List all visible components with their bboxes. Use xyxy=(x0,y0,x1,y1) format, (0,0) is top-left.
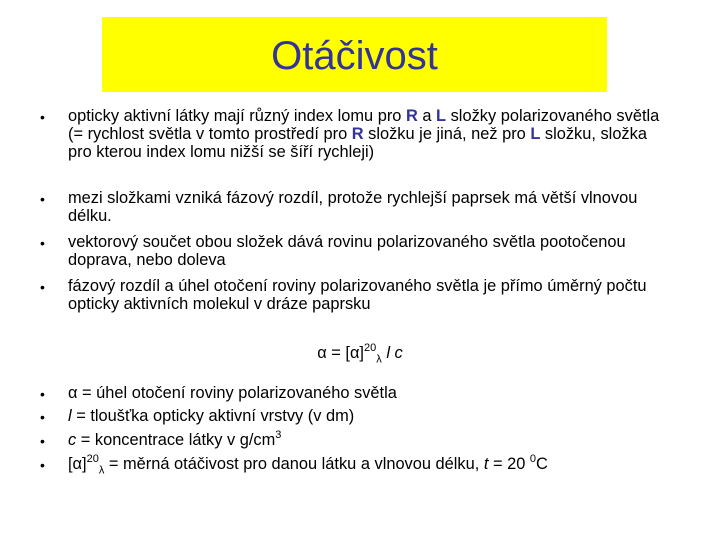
text-run: = měrná otáčivost pro danou látku a vlnovou délku, xyxy=(104,455,484,473)
subscript: λ xyxy=(98,464,105,477)
bullet-marker: • xyxy=(40,109,45,125)
title-box xyxy=(102,17,607,92)
text-run: = 20 xyxy=(488,455,530,473)
highlight-r: R xyxy=(405,107,418,125)
text-run: složku, složka pro kterou index lomu nižší se šíří rychleji) xyxy=(68,125,647,161)
bullet-marker: • xyxy=(40,279,45,295)
text-run: složky polarizovaného světla (= rychlost světla v tomto prostředí pro xyxy=(68,107,660,143)
highlight-r: R xyxy=(351,125,364,143)
text-run: = koncentrace látky v g/cm xyxy=(76,431,276,449)
text-run: složku je jiná, než pro xyxy=(363,125,531,143)
bullet-item-proportionality: fázový rozdíl a úhel otočení roviny polarizovaného světla je přímo úměrný počtu opticky aktivních molekul v dráze paprsku xyxy=(68,277,647,313)
formula-part: α = [α] xyxy=(317,344,364,362)
superscript: 20 xyxy=(86,452,99,465)
definition-specific-rotation xyxy=(68,452,548,477)
bullet-item-refraction xyxy=(68,107,668,161)
var-t: t xyxy=(483,455,489,473)
definition-alpha: α = úhel otočení roviny polarizovaného světla xyxy=(68,384,397,402)
definition-l xyxy=(68,406,354,426)
var-l: l xyxy=(68,407,72,425)
var-c: c xyxy=(68,431,77,449)
formula-var-l: l xyxy=(386,344,390,362)
text-run: [α] xyxy=(68,455,87,473)
formula-var-c: c xyxy=(394,344,403,362)
formula-sub: λ xyxy=(376,353,382,366)
bullet-item-vector-sum: vektorový součet obou složek dává rovinu polarizovaného světla pootočenou doprava, nebo doleva xyxy=(68,233,626,269)
formula-sup: 20 xyxy=(364,341,377,354)
bullet-marker: • xyxy=(40,191,45,207)
text-run: C xyxy=(536,455,548,473)
definition-c xyxy=(68,430,281,450)
superscript: 3 xyxy=(275,428,282,441)
rotation-formula xyxy=(0,341,720,366)
bullet-marker: • xyxy=(40,457,45,473)
text-run: a xyxy=(417,107,437,125)
bullet-marker: • xyxy=(40,409,45,425)
text-run: = tloušťka opticky aktivní vrstvy (v dm) xyxy=(71,407,355,425)
highlight-l: L xyxy=(530,125,541,143)
slide-title: Otáčivost xyxy=(271,34,438,78)
highlight-l: L xyxy=(436,107,447,125)
bullet-marker: • xyxy=(40,433,45,449)
bullet-item-phase-difference: mezi složkami vzniká fázový rozdíl, protože rychlejší paprsek má větší vlnovou délku. xyxy=(68,189,638,225)
bullet-marker: • xyxy=(40,386,45,402)
bullet-marker: • xyxy=(40,235,45,251)
superscript: 0 xyxy=(529,452,536,465)
text-run: opticky aktivní látky mají různý index lomu pro xyxy=(68,107,406,125)
